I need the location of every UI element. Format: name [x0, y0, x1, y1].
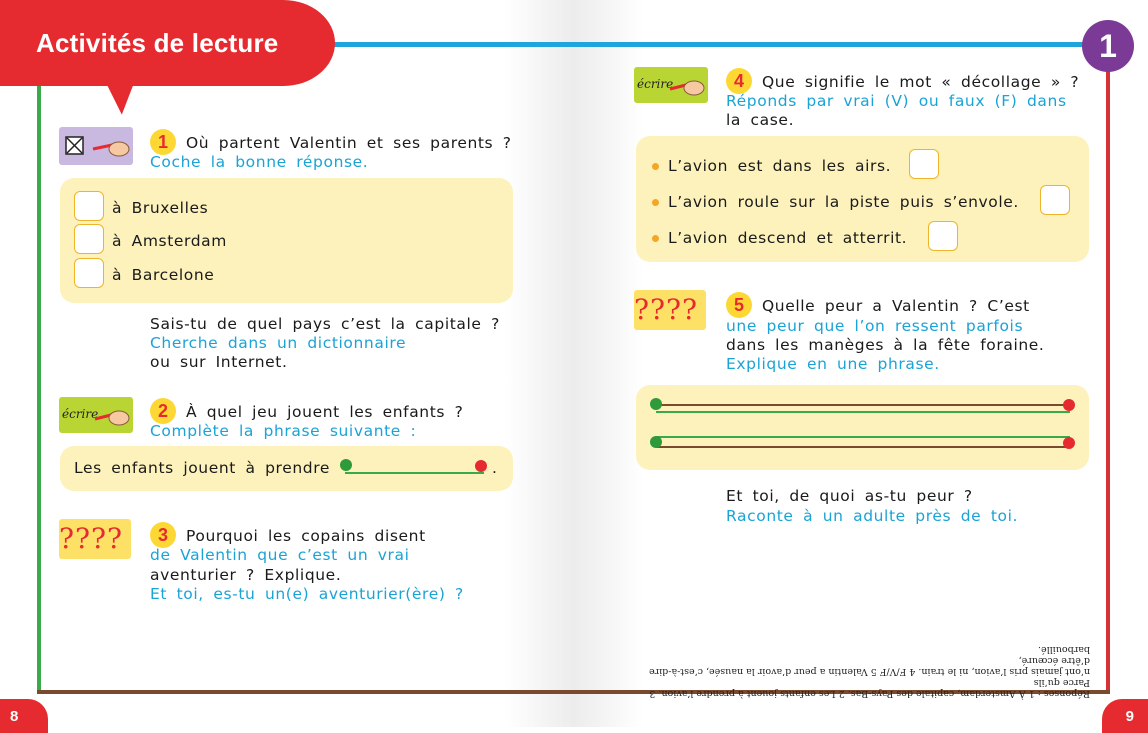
q4-statement-2-box[interactable]	[1040, 185, 1070, 215]
q5-answer-line-1-brown	[656, 404, 1070, 406]
q1-option-2-label: à Amsterdam	[112, 232, 227, 250]
bullet-icon	[652, 163, 659, 170]
q1-option-1-checkbox[interactable]	[74, 191, 104, 221]
q1-option-2[interactable]	[74, 224, 104, 258]
q1-option-2-checkbox[interactable]	[74, 224, 104, 254]
q4-number-badge: 4	[726, 68, 752, 94]
q4-statement-1-box[interactable]	[909, 149, 939, 179]
q5-followup2: Raconte à un adulte près de toi.	[726, 507, 1019, 525]
q4-statement-2	[652, 193, 1019, 213]
q5-number-badge: 5	[726, 292, 752, 318]
q2-number-badge: 2	[150, 398, 176, 424]
q1-option-1[interactable]	[74, 191, 104, 225]
write-pencil-icon-2	[634, 67, 708, 103]
q1-question: Où partent Valentin et ses parents ?	[186, 134, 512, 152]
q1-extra-line3: ou sur Internet.	[150, 353, 288, 371]
q4-statement-1	[652, 157, 891, 177]
q5-line2-start-dot	[650, 436, 662, 448]
write-icon-label: écrire	[62, 407, 99, 421]
frame-right-border	[1106, 60, 1110, 693]
frame-left-border	[37, 60, 41, 693]
q5-line3: dans les manèges à la fête foraine.	[726, 336, 1045, 354]
q2-answer-line[interactable]	[345, 472, 484, 474]
q1-number-badge: 1	[150, 129, 176, 155]
q1-extra-line1: Sais-tu de quel pays c’est la capitale ?	[150, 315, 500, 333]
frame-top-border	[330, 42, 1110, 47]
q1-extra-line2: Cherche dans un dictionnaire	[150, 334, 407, 352]
q2-question: À quel jeu jouent les enfants ?	[186, 403, 464, 421]
q5-line2: une peur que l’on ressent parfois	[726, 317, 1024, 335]
q5-answer-line-2-brown	[656, 446, 1070, 448]
q2-number	[150, 398, 176, 424]
answers-line3: barbouillé.	[1038, 644, 1090, 655]
bullet-icon	[652, 235, 659, 242]
q3-number	[150, 522, 176, 548]
q2-sentence: Les enfants jouent à prendre	[74, 459, 330, 477]
q5-answer-panel	[636, 385, 1089, 470]
q4-statement-1-text: L’avion est dans les airs.	[668, 157, 892, 175]
page-number-right: 9	[1102, 699, 1148, 733]
q5-answer-line-2[interactable]	[656, 436, 1070, 438]
q5-line1: Quelle peur a Valentin ? C’est	[762, 297, 1030, 315]
q1-instruction: Coche la bonne réponse.	[150, 153, 369, 171]
q3-line4: Et toi, es-tu un(e) aventurier(ère) ?	[150, 585, 464, 603]
chapter-badge: 1	[1082, 20, 1134, 72]
q4-instruction1: Réponds par vrai (V) ou faux (F) dans	[726, 92, 1067, 110]
q4-number	[726, 68, 752, 94]
q4-statement-2-text: L’avion roule sur la piste puis s’envole.	[668, 193, 1019, 211]
q4-instruction2: la case.	[726, 111, 795, 129]
q4-statement-3	[652, 229, 907, 249]
answers-line1: Réponses : 1 À Amsterdam, capitale des Pays-Bas. 2 Les enfants jouent à prendre l’avion. 3 Parce qu’ils	[649, 677, 1090, 699]
q5-followup1: Et toi, de quoi as-tu peur ?	[726, 487, 973, 505]
check-box-pencil-icon	[59, 127, 133, 165]
page-number-left: 8	[0, 699, 48, 733]
q5-line2-end-dot	[1063, 437, 1075, 449]
page-title: Activités de lecture	[36, 28, 279, 58]
q3-line2: de Valentin que c’est un vrai	[150, 546, 410, 564]
q5-line1-end-dot	[1063, 399, 1075, 411]
write-pencil-icon	[59, 397, 133, 433]
q4-statement-3-box[interactable]	[928, 221, 958, 251]
q2-instruction: Complète la phrase suivante :	[150, 422, 417, 440]
q5-answer-line-1[interactable]	[656, 411, 1070, 413]
write-icon-label-2: écrire	[637, 77, 674, 91]
bullet-icon	[652, 199, 659, 206]
q2-line-end-dot	[475, 460, 487, 472]
q1-option-3-label: à Barcelone	[112, 266, 215, 284]
question-marks-text-2: ????	[634, 293, 699, 326]
q3-line3: aventurier ? Explique.	[150, 566, 342, 584]
q1-number	[150, 129, 176, 155]
q3-number-badge: 3	[150, 522, 176, 548]
q2-sentence-end: .	[492, 459, 498, 477]
q5-line1-start-dot	[650, 398, 662, 410]
q4-question: Que signifie le mot « décollage » ?	[762, 73, 1080, 91]
answers-upside-down	[640, 644, 1090, 699]
q5-number	[726, 292, 752, 318]
answers-line2: n’ont jamais pris l’avion, ni le train. 4 F/V/F 5 Valentin a peur d’avoir la nausée, c’est-à-dire d’être écœuré,	[648, 655, 1090, 677]
q1-option-3[interactable]	[74, 258, 104, 292]
question-marks-icon-2	[634, 290, 706, 330]
q5-line4: Explique en une phrase.	[726, 355, 940, 373]
q1-option-1-label: à Bruxelles	[112, 199, 209, 217]
q1-option-3-checkbox[interactable]	[74, 258, 104, 288]
q2-line-start-dot	[340, 459, 352, 471]
question-marks-text: ????	[59, 522, 124, 555]
q4-statement-3-text: L’avion descend et atterrit.	[668, 229, 908, 247]
question-marks-icon	[59, 519, 131, 559]
q3-line1: Pourquoi les copains disent	[186, 527, 426, 545]
